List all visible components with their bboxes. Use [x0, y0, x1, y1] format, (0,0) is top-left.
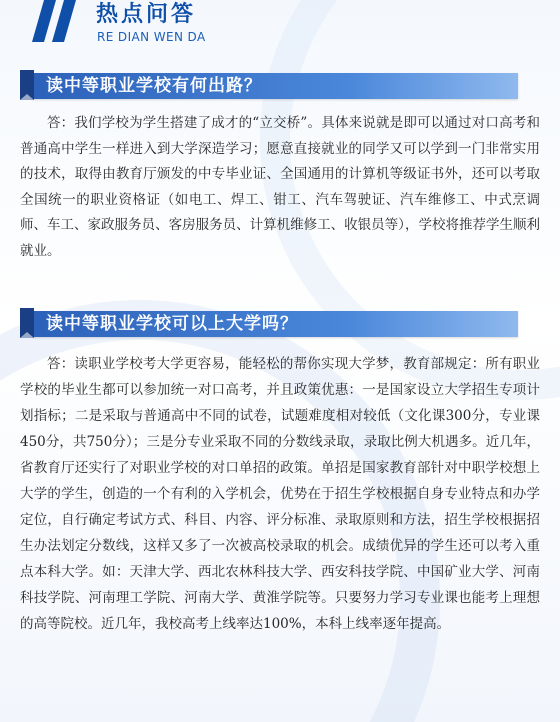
section-banner-2 — [20, 308, 540, 338]
section-question: 读中等职业学校有何出路？ — [46, 76, 262, 96]
bookmark-tab-icon — [20, 70, 34, 100]
page-subtitle: RE DIAN WEN DA — [97, 30, 206, 44]
section-answer: 答：我们学校为学生搭建了成才的“立交桥”。具体来说就是即可以通过对口高考和普通高中学生一样进入到大学深造学习；愿意直接就业的同学又可以学到一门非常实用的技术，取得由教育厅颁发的中专毕业证、全国通用的计算机等级证书外，还可以考取全国统一的职业资格证（如电工、焊工、钳工、汽车驾驶证、汽车维修工、中式烹调师、车工、家政服务员、客房服务员、计算机维修工、收银员等），学校将推荐学生顺利就业。 — [20, 115, 540, 259]
page-title: 热点问答 — [96, 2, 197, 27]
section-banner-1 — [20, 70, 540, 100]
section-question: 读中等职业学校可以上大学吗？ — [46, 314, 298, 334]
header — [0, 0, 560, 52]
double-slash-icon — [30, 0, 90, 42]
section-answer: 答：读职业学校考大学更容易，能轻松的帮你实现大学梦，教育部规定：所有职业学校的毕业生都可以参加统一对口高考，并且政策优惠：一是国家设立大学招生专项计划指标；二是采取与普通高中不同的试卷，试题难度相对较低（文化课300分，专业课450分，共750分）；三是分专业采取不同的分数线录取，录取比例大机遇多。近几年，省教育厅还实行了对职业学校的对口单招的政策。单招是国家教育部针对中职学校想上大学的学生，创造的一个有利的入学机会，优势在于招生学校根据自身专业特点和办学定位，自行确定考试方式、科目、内容、评分标准、录取原则和方法，招生学校根据招生办法划定分数线，这样又多了一次被高校录取的机会。成绩优异的学生还可以考入重点本科大学。如：天津大学、西北农林科技大学、西安科技学院、中国矿业大学、河南科技学院、河南理工学院、河南大学、黄淮学院等。只要努力学习专业课也能考上理想的高等院校。近几年，我校高考上线率达100%，本科上线率逐年提高。 — [20, 356, 540, 632]
bookmark-tab-icon — [20, 308, 34, 338]
